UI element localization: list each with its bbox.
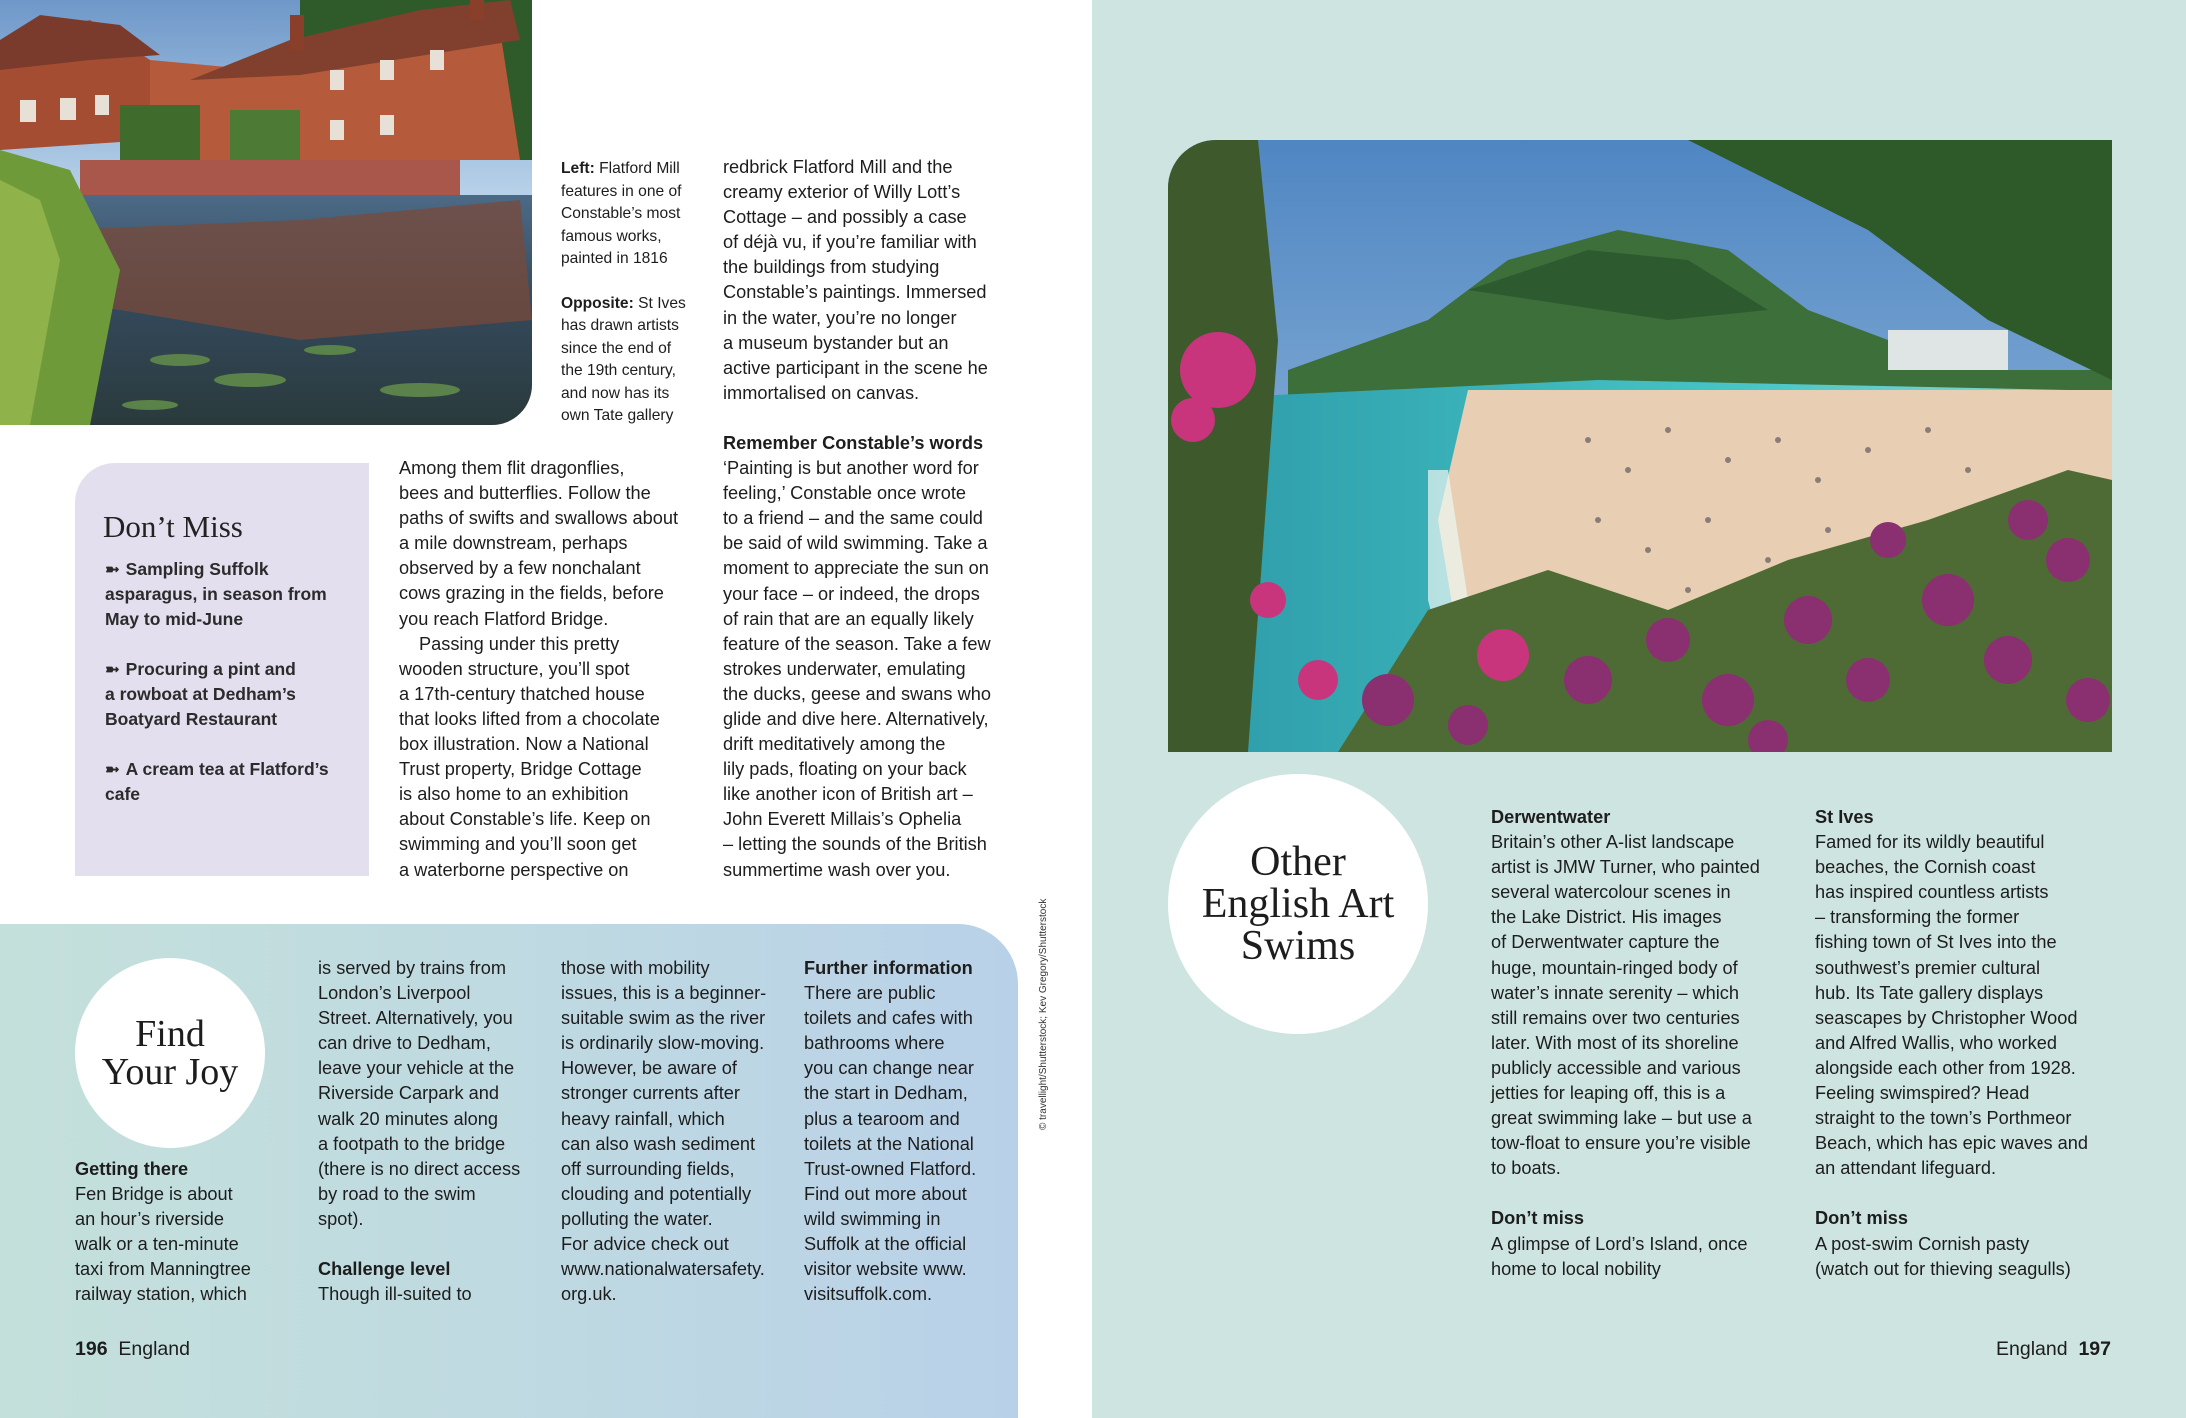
body-line: Riverside Carpark and [318,1083,499,1104]
body-line: polluting the water. [561,1208,713,1229]
st-ives-column [1815,805,2125,1282]
caption-line: features in one of [561,182,682,200]
body-line: Though ill-suited to [318,1284,472,1305]
body-line: drift meditatively among the [723,734,946,755]
body-line: of rain that are an equally likely [723,608,974,629]
body-line: is ordinarily slow-moving. [561,1033,765,1054]
dont-miss-box [75,463,369,876]
body-line: hub. Its Tate gallery displays [1815,982,2044,1003]
body-line: Constable’s paintings. Immersed [723,282,987,303]
body-line: A glimpse of Lord’s Island, once [1491,1233,1748,1254]
body-line: a footpath to the bridge [318,1133,506,1154]
caption-line: famous works, [561,227,662,245]
page-folio-left [75,1338,190,1361]
caption-line: and now has its [561,384,670,402]
body-line: creamy exterior of Willy Lott’s [723,182,961,203]
body-line: London’s Liverpool [318,983,471,1004]
body-line: – transforming the former [1815,907,2020,928]
body-line: like another icon of British art – [723,784,973,805]
photo-credit: © travellight/Shutterstock; Kev Gregory/Shutterstock [1038,898,1049,1130]
dont-miss-line: A cream tea at Flatford’s [125,759,329,779]
flatford-mill-photo [0,0,532,425]
body-line: beaches, the Cornish coast [1815,857,2036,878]
body-line: a museum bystander but an [723,332,949,353]
body-line: suitable swim as the river [561,1008,766,1029]
further-information-column [804,956,1004,1307]
body-line: feeling,’ Constable once wrote [723,483,966,504]
body-line: Cottage – and possibly a case [723,207,967,228]
st-ives-heading: St Ives [1815,807,1874,827]
find-your-joy-column-2 [318,956,543,1307]
body-line: fishing town of St Ives into the [1815,932,2057,953]
body-line: jetties for leaping off, this is a [1491,1083,1726,1104]
st-ives-beach-photo [1168,140,2112,752]
body-line: a waterborne perspective on [399,859,629,880]
body-line: the ducks, geese and swans who [723,683,991,704]
body-line: toilets and cafes with [804,1008,973,1029]
body-line: toilets at the National [804,1133,974,1154]
body-line: clouding and potentially [561,1183,752,1204]
body-line: immortalised on canvas. [723,382,920,403]
body-line: Britain’s other A-list landscape [1491,832,1735,853]
body-line: glide and dive here. Alternatively, [723,708,989,729]
body-line: is served by trains from [318,958,506,978]
body-line: John Everett Millais’s Ophelia [723,809,962,830]
body-line: heavy rainfall, which [561,1108,725,1129]
dont-miss-line: Procuring a pint and [125,659,296,679]
body-line: can also wash sediment [561,1133,756,1154]
body-line: wild swimming in [804,1208,941,1229]
getting-there-heading: Getting there [75,1159,189,1179]
body-line: There are public [804,983,936,1004]
body-line: off surrounding fields, [561,1158,735,1179]
dont-miss-line: May to mid-June [105,609,244,629]
body-line: bathrooms where [804,1033,945,1054]
body-line: seascapes by Christopher Wood [1815,1007,2078,1028]
body-line: publicly accessible and various [1491,1057,1741,1078]
body-line: the Lake District. His images [1491,907,1722,928]
body-line: active participant in the scene he [723,357,988,378]
derwentwater-dont-miss-heading: Don’t miss [1491,1208,1584,1229]
body-line: huge, mountain-ringed body of [1491,957,1738,978]
caption-line: painted in 1816 [561,250,668,267]
caption-line: the 19th century, [561,362,677,379]
body-line: is also home to an exhibition [399,784,629,805]
caption-line: Constable’s most [561,205,681,222]
dont-miss-line: Boatyard Restaurant [105,709,278,729]
body-line: home to local nobility [1491,1258,1661,1279]
arrow-icon: ➼ [105,559,120,579]
body-line: Among them flit dragonflies, [399,458,625,478]
body-line: a 17th-century thatched house [399,683,645,704]
derwentwater-heading: Derwentwater [1491,807,1611,827]
find-your-joy-title-line: Your Joy [101,1051,239,1093]
body-line: moment to appreciate the sun on [723,558,989,579]
body-line: visitor website www. [804,1259,967,1280]
body-line: Find out more about [804,1183,967,1204]
dont-miss-item [105,757,350,807]
photo-captions [561,158,706,428]
body-line: For advice check out [561,1234,729,1255]
further-information-heading: Further information [804,958,973,978]
body-line: (watch out for thieving seagulls) [1815,1258,2071,1279]
body-line: southwest’s premier cultural [1815,957,2041,978]
caption-line: own Tate gallery [561,407,674,424]
body-line: Street. Alternatively, you [318,1008,513,1029]
body-line: Suffolk at the official [804,1234,967,1255]
getting-there-column [75,1157,285,1308]
body-line: observed by a few nonchalant [399,558,641,579]
dont-miss-title: Don’t Miss [103,509,243,544]
body-line: the buildings from studying [723,257,940,278]
dont-miss-line: Sampling Suffolk [125,559,269,579]
st-ives-dont-miss-heading: Don’t miss [1815,1208,1908,1229]
find-your-joy-column-3 [561,956,786,1307]
body-line: paths of swifts and swallows about [399,508,679,529]
body-line: to a friend – and the same could [723,508,983,529]
body-line: still remains over two centuries [1491,1007,1740,1028]
body-line: of Derwentwater capture the [1491,932,1720,953]
body-line: However, be aware of [561,1058,737,1079]
body-line: cows grazing in the fields, before [399,583,664,604]
body-line: (there is no direct access [318,1158,521,1179]
dont-miss-line: asparagus, in season from [105,584,327,604]
body-line: redbrick Flatford Mill and the [723,157,953,177]
body-line: Trust property, Bridge Cottage [399,759,642,780]
dont-miss-item [105,657,350,732]
body-line: visitsuffolk.com. [804,1284,933,1305]
body-line: org.uk. [561,1284,617,1305]
body-line: Fen Bridge is about [75,1184,233,1205]
derwentwater-column [1491,805,1801,1282]
body-line: tow-float to ensure you’re visible [1491,1133,1751,1154]
body-line: be said of wild swimming. Take a [723,533,988,554]
dont-miss-list [105,557,350,832]
body-line: that looks lifted from a chocolate [399,708,660,729]
body-line: Feeling swimspired? Head [1815,1083,2030,1104]
body-line: strokes underwater, emulating [723,658,966,679]
body-line: by road to the swim [318,1183,476,1204]
arrow-icon: ➼ [105,659,120,679]
body-line: railway station, which [75,1284,247,1305]
body-line: Trust-owned Flatford. [804,1158,977,1179]
caption-line: has drawn artists [561,317,679,334]
body-line: stronger currents after [561,1083,740,1104]
body-line: taxi from Manningtree [75,1259,251,1280]
body-line: a mile downstream, perhaps [399,533,628,554]
page-folio-right [1996,1338,2111,1361]
body-line: walk 20 minutes along [318,1108,498,1129]
folio-label: England [1996,1338,2068,1360]
body-line: summertime wash over you. [723,859,951,880]
body-line: of déjà vu, if you’re familiar with [723,232,977,253]
caption-line: since the end of [561,339,672,357]
body-line: feature of the season. Take a few [723,633,991,654]
other-art-swims-title-line: English Art [1201,881,1395,927]
body-line: lily pads, floating on your back [723,759,967,780]
body-line: you reach Flatford Bridge. [399,608,609,629]
body-line: Beach, which has epic waves and [1815,1133,2088,1154]
body-line: water’s innate serenity – which [1491,982,1740,1003]
body-line: leave your vehicle at the [318,1058,515,1079]
body-line: the start in Dedham, [804,1083,968,1104]
body-line: an hour’s riverside [75,1209,224,1230]
body-line: and Alfred Wallis, who worked [1815,1032,2057,1053]
body-line: bees and butterflies. Follow the [399,483,651,504]
body-line: issues, this is a beginner- [561,983,767,1004]
remember-constable-heading: Remember Constable’s words [723,432,984,453]
body-line: you can change near [804,1058,974,1079]
page-number: 196 [75,1338,108,1360]
body-line: ‘Painting is but another word for [723,458,979,479]
body-line: plus a tearoom and [804,1108,960,1129]
body-line: walk or a ten-minute [75,1234,239,1255]
body-line: wooden structure, you’ll spot [399,658,630,679]
body-line: www.nationalwatersafety. [561,1259,765,1280]
body-line: has inspired countless artists [1815,882,2049,903]
dont-miss-item [105,557,350,632]
body-line: straight to the town’s Porthmeor [1815,1108,2072,1129]
body-line: can drive to Dedham, [318,1033,491,1054]
find-your-joy-title-line: Find [135,1013,205,1055]
folio-label: England [118,1338,190,1360]
find-your-joy-badge [75,958,265,1148]
other-art-swims-title-line: Swims [1240,923,1356,969]
body-line: later. With most of its shoreline [1491,1032,1739,1053]
body-line: your face – or indeed, the drops [723,583,980,604]
body-line: box illustration. Now a National [399,734,649,755]
body-line: to boats. [1491,1158,1561,1179]
body-column-right [723,155,1023,883]
body-line: spot). [318,1208,364,1229]
caption-opposite-label: Opposite: [561,294,634,312]
body-line: swimming and you’ll soon get [399,834,637,855]
body-line: – letting the sounds of the British [723,834,987,855]
caption-left-label: Left: [561,160,595,177]
challenge-level-heading: Challenge level [318,1259,451,1280]
arrow-icon: ➼ [105,759,120,779]
body-line: in the water, you’re no longer [723,307,957,328]
body-line: alongside each other from 1928. [1815,1057,2076,1078]
body-line: Famed for its wildly beautiful [1815,832,2045,853]
body-line: about Constable’s life. Keep on [399,809,651,830]
body-line: those with mobility [561,958,710,978]
body-line: Passing under this pretty [419,633,620,654]
body-line: A post-swim Cornish pasty [1815,1233,2030,1254]
caption-line: Flatford Mill [599,160,680,177]
body-line: several watercolour scenes in [1491,882,1731,903]
body-line: artist is JMW Turner, who painted [1491,857,1760,878]
caption-line: St Ives [638,294,686,312]
page-number: 197 [2078,1338,2111,1360]
dont-miss-line: cafe [105,784,141,804]
other-art-swims-title-line: Other [1250,839,1346,885]
body-line: an attendant lifeguard. [1815,1158,1997,1179]
dont-miss-line: a rowboat at Dedham’s [105,684,296,704]
body-column-middle [399,456,699,883]
body-line: great swimming lake – but use a [1491,1108,1752,1129]
other-art-swims-badge [1168,774,1428,1034]
